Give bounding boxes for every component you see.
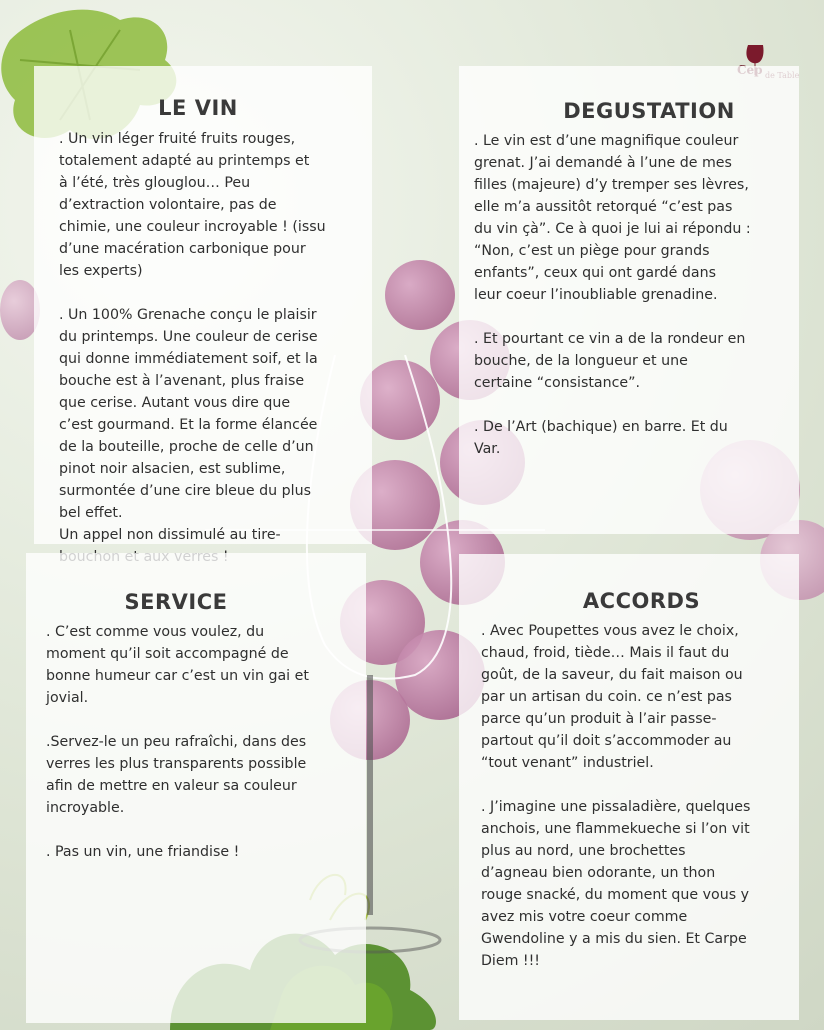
- panel-accords: [459, 554, 799, 1020]
- panel-title: SERVICE: [124, 590, 228, 614]
- panel-service: [26, 553, 366, 1023]
- grape-berry: [385, 260, 455, 330]
- panel-le-vin: [34, 66, 372, 544]
- panel-title: DEGUSTATION: [563, 99, 735, 123]
- panel-title: ACCORDS: [582, 589, 701, 613]
- panel-body: . Un vin léger fruité fruits rouges, totalement adapté au printemps et à l’été, très glouglou… Peu d’extraction volontaire, pas de chimie, une couleur incroyable ! (issu d’une macération carbonique pour les experts) . Un 100% Grenache conçu le plaisir du printemps. Une couleur de cerise qui donne immédiatement soif, et la bouche est à l’avenant, plus fraise que cerise. Autant vous dire que c’est gourmand. Et la forme élancée de la bouteille, proche de celle d’un pinot noir alsacien, est sublime, surmontée d’une cire bleue du plus bel effet. Un appel non dissimulé au tire-: [59, 131, 326, 543]
- panel-title: LE VIN: [158, 96, 238, 120]
- panel-body: . Le vin est d’une magnifique couleur grenat. J’ai demandé à l’une de mes filles (majeure) d’y tremper ses lèvres, elle m’a aussitôt retorqué “c’est pas du vin çà”. Ce à quoi je lui ai répondu : “Non, c’est un piège pour grands enfants”, ceux qui ont gardé dans leur coeur l’inoubliable grenadine. . Et pourtant ce vin a de la rondeur en bouche, de la longueur et une certaine “consistance”. . De l’Art (bachique) en barre. Et du Var.: [474, 133, 751, 457]
- panel-degustation: [459, 66, 799, 534]
- panel-body: . C’est comme vous voulez, du moment qu’il soit accompagné de bonne humeur car c’est un vin gai et jovial. .Servez-le un peu rafraîchi, dans des verres les plus transparents possible afin de mettre en valeur sa couleur incroyable. . Pas un vin, une friandise !: [46, 624, 309, 860]
- panel-body: . Avec Poupettes vous avez le choix, chaud, froid, tiède… Mais il faut du goût, de la saveur, du fait maison ou par un artisan du coin. ce n’est pas parce qu’un produit à l’air passe- partout qu’il doit s’accommoder au “tout venant” industriel. . J’imagine une pissaladière, quelques anchois, une flammekueche si l’on vit plus au nord, une brochettes d’agneau bien odorante, un thon rouge snacké, du moment que vous y avez mis votre coeur comme Gwendoline y a mis du sien. Et Carpe Diem !!!: [481, 623, 751, 969]
